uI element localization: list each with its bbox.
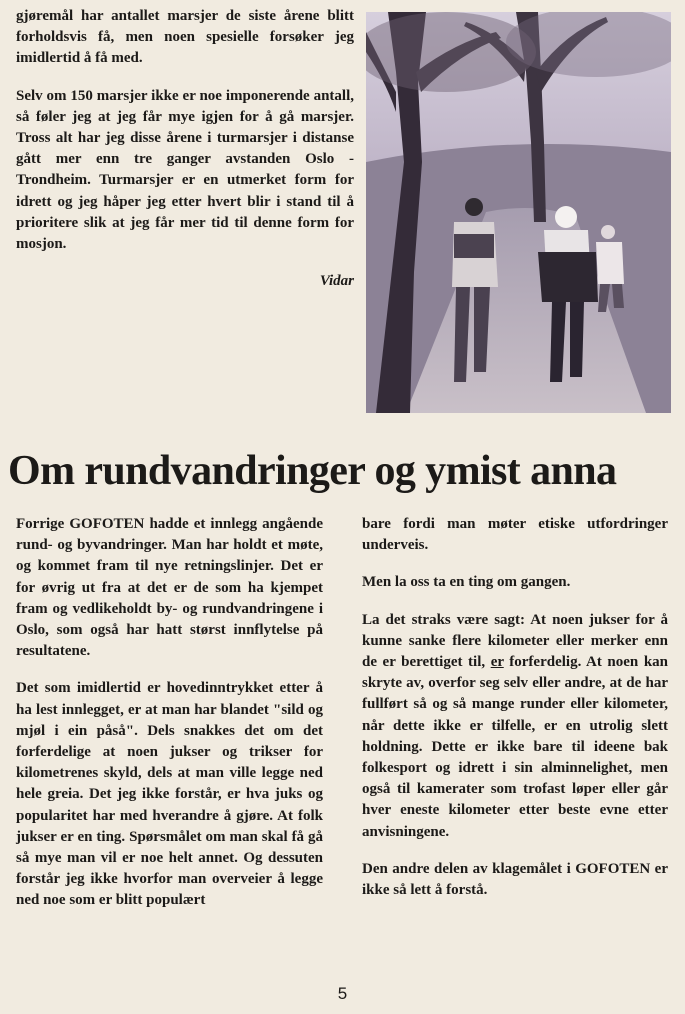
right-paragraph-3	[362, 610, 668, 843]
left-paragraph-2: Det som imidlertid er hovedinntrykket etter å ha lest innlegget, er at man har blandet "sild og mjøl i ein påså". Dels snakkes det om det forferdelige at noen jukser og trikser for kilometrenes skyld, dels at man ville legge ned hele greia. Det jeg ikke forstår, er hva juks og popularitet har med hverandre å gjøre. At folk jukser er en ting. Spørsmålet om man skal få gå så mye man vil er noe helt annet. Og dessuten forstår jeg ikke hvorfor man overveier å legge ned noe som er blitt populært	[16, 680, 323, 909]
right-paragraph-3-start: La det straks være sagt: At noen jukser for å kunne sanke flere kilometer eller merker enn de er berettiget til,	[362, 611, 668, 671]
right-paragraph-4: Den andre delen av klagemålet i GOFOTEN er ikke så lett å forstå.	[362, 860, 668, 899]
right-paragraph-2: Men la oss ta en ting om gangen.	[362, 574, 571, 591]
right-column	[362, 514, 668, 917]
photo-illustration	[366, 12, 671, 413]
top-paragraph-2: Selv om 150 marsjer ikke er noe imponerende antall, så føler jeg at jeg får mye igjen for å gå marsjer. Tross alt har jeg disse årene i turmarsjer i distanse gått mer enn tre ganger avstanden Oslo - Trondheim. Turmarsjer er en utmerket form for idrett og jeg håper jeg etter hvert blir i stand til å prioritere slik at jeg får mer tid til denne form for mosjon.	[16, 87, 354, 253]
left-paragraph-1: Forrige GOFOTEN hadde et innlegg angående rund- og byvandringer. Man har holdt et møte, og kommet fram til nye retningslinjer. Det er for øvrig ut fra at det er de som ha kjempet fram og vedlikeholdt by- og rundvandringene i Oslo, som også har hatt størst innflytelse på resultatene.	[16, 516, 323, 660]
emphasis-er: er	[490, 654, 504, 671]
right-paragraph-1: bare fordi man møter etiske utfordringer underveis.	[362, 516, 668, 554]
right-paragraph-3-end: forferdelig. At noen kan skryte av, overfor seg selv eller andre, at de har fullført så og så mange runder eller kilometer, når dette ikke er tilfelle, er en utrolig slett holdning. Dette er ikke bare til ideene bak folkesport og idrett i sin alminnelighet, men også til kamerater som trofast løper eller går hver eneste kilometer etter beste evne etter anvisningene.	[362, 654, 669, 840]
headline: Om rundvandringer og ymist anna	[8, 448, 617, 494]
top-article	[16, 6, 354, 308]
signature: Vidar	[319, 273, 354, 290]
page-number: 5	[337, 984, 348, 1003]
top-paragraph-1: gjøremål har antallet marsjer de siste årene blitt forholdsvis få, men noen spesielle forsøker jeg imidlertid å få med.	[16, 8, 354, 67]
walkers-photo	[366, 12, 671, 413]
left-column	[16, 514, 323, 928]
